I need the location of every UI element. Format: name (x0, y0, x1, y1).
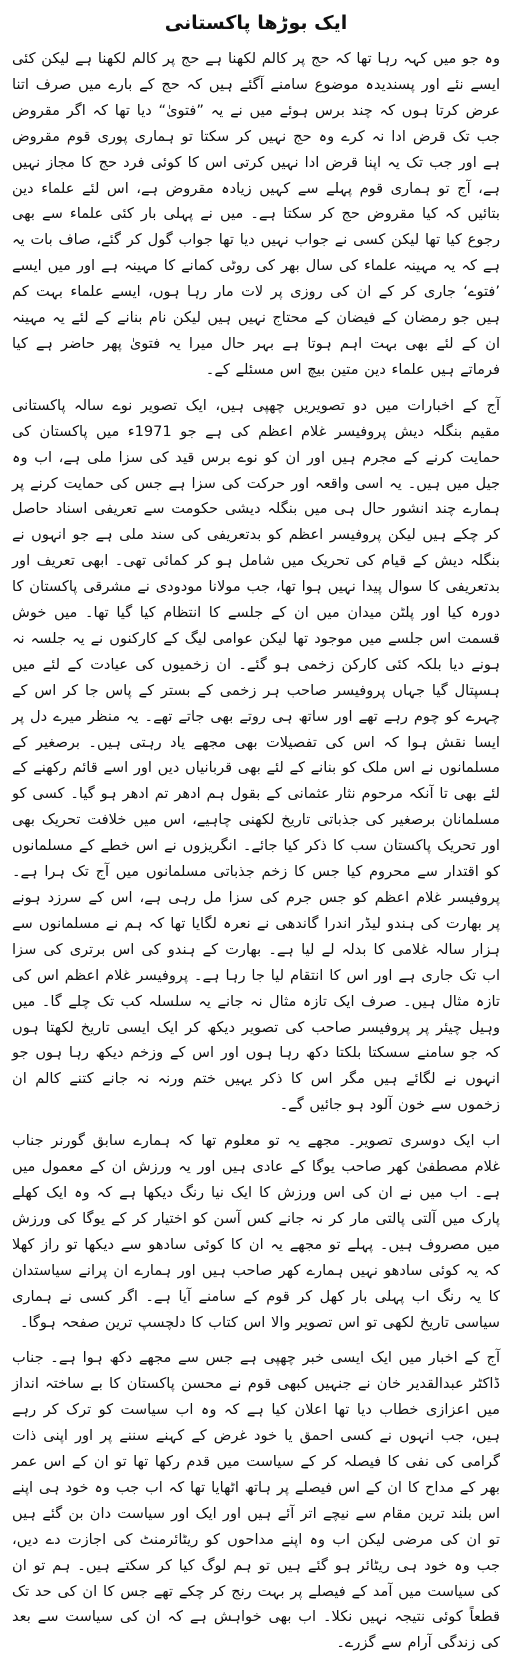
paragraph-hajj-fatwa: وہ جو میں کہہ رہا تھا کہ حج پر کالم لکھنا ہے حج پر کالم لکھنا ہے لیکن کئی ایسے نئے اور پسندیدہ موضوع سامنے آگئے ہیں کہ حج کے بارے میں صرف اتنا عرض کرتا ہوں کہ چند برس ہوئے میں نے یہ ”فتویٰ“ دیا تھا کہ اگر مقروض جب تک قرض ادا نہ کرے وہ حج نہیں کر سکتا تو ہماری پوری قوم مقروض ہے اور جب تک یہ اپنا قرض ادا نہیں کرتی اس کا کوئی فرد حج کا مجاز نہیں ہے، آج تو ہماری قوم پہلے سے کہیں زیادہ مقروض ہے، اس لئے علماء دین بتائیں کہ کیا مقروض حج کر سکتا ہے۔ میں نے پہلی بار کئی علماء سے بھی رجوع کیا تھا لیکن کسی نے جواب نہیں دیا تھا جواب گول کر گئے، صاف بات یہ ہے کہ یہ مہینہ علماء کی سال بھر کی روٹی کمانے کا مہینہ ہے اور میں ایسے ’فتوے‘ جاری کر کے ان کی روزی پر لات مار رہا ہوں، ایسے علماء بہت کم ہیں جو رمضان کے فیضان کے محتاج نہیں ہیں لیکن نام بنانے کے لئے یہ مہینہ ان کے لئے بھی بہت اہم ہوتا ہے بہر حال میرا یہ فتویٰ پھر حاضر ہے کیا فرماتے ہیں علماء دین متین بیچ اس مسئلے کے۔ (12, 50, 500, 378)
paragraph-professor-ghulam-azam: آج کے اخبارات میں دو تصویریں چھپی ہیں، ایک تصویر نوے سالہ پاکستانی مقیم بنگلہ دیش پروفیسر غلام اعظم کی ہے جو 1971ء میں پاکستان کی حمایت کرنے کے مجرم ہیں اور ان کو نوے برس قید کی سزا ملی ہے، اب وہ جیل میں ہیں۔ یہ اسی واقعہ اور حرکت کی سزا ہے جس کی حمایت کرنے پر ہمارے چند انشور حال ہی میں بنگلہ دیشی حکومت سے تعریفی اسناد حاصل کر چکے ہیں لیکن پروفیسر اعظم کو بدتعریفی کی سند ملی ہے جو انہوں نے بنگلہ دیش کے قیام کی تحریک میں شامل ہو کر کمائی تھی۔ ابھی تعریف اور بدتعریفی کا سوال پیدا نہیں ہوا تھا، جب مولانا مودودی نے مشرقی پاکستان کا دورہ کیا اور پلٹن میدان میں ان کے جلسے کا انتظام کیا گیا تھا۔ میں خوش قسمت اس جلسے میں موجود تھا لیکن عوامی لیگ کے کارکنوں نے یہ جلسہ نہ ہونے دیا بلکہ کئی کارکن زخمی ہو گئے۔ ان زخمیوں کی عیادت کے لئے میں ہسپتال گیا جہاں پروفیسر صاحب ہر زخمی کے بستر کے پاس جا کر اس کے چہرے کو چوم رہے تھے اور ساتھ ہی روتے بھی جاتے تھے۔ یہ منظر میرے دل پر ایسا نقش ہوا کہ اس کی تفصیلات بھی مجھے یاد رہتی ہیں۔ برصغیر کے مسلمانوں نے اس ملک کو بنانے کے لئے بھی قربانیاں دیں اور اسے قائم رکھنے کے لئے بھی تا آنکہ مرحوم نثار عثمانی کے بقول ہم ادھر تم ادھر ہو گیا۔ کسی کو مسلمانان برصغیر کی جذباتی تاریخ لکھنی چاہیے، اس میں خلافت تحریک بھی اور تحریک پاکستان سب کا ذکر کیا جائے۔ انگریزوں نے اس خطے کے مسلمانوں کو اقتدار سے محروم کیا جس کا زخم جذباتی مسلمانوں میں آج تک ہرا ہے۔ پروفیسر غلام اعظم کو جس جرم کی سزا مل رہی ہے، اس کے سرزد ہونے پر بھارت کی ہندو لیڈر اندرا گاندھی نے نعرہ لگایا تھا کہ ہم نے مسلمانوں سے ہزار سالہ غلامی کا بدلہ لے لیا ہے۔ بھارت کے ہندو کی اس برتری کی سزا اب تک جاری ہے اور اس کا انتقام لیا جا رہا ہے۔ پروفیسر غلام اعظم اس کی تازہ مثال ہیں۔ صرف ایک تازہ مثال نہ جانے یہ سلسلہ کب تک چلے گا۔ میں وہیل چیئر پر پروفیسر صاحب کی تصویر دیکھ کر ایک ایسی تاریخ لکھتا ہوں کہ جو سامنے سسکتا بلکتا دکھ رہا ہوں اور اس کے وزخم دیکھ رہا ہوں جو انہوں نے لگائے ہیں مگر اس کا ذکر یہیں ختم ورنہ نہ جانے کتنے کالم ان زخموں سے خون آلود ہو جائیں گے۔ (12, 396, 500, 1114)
paragraph-dr-qadeer-khan: آج کے اخبار میں ایک ایسی خبر چھپی ہے جس سے مجھے دکھ ہوا ہے۔ جناب ڈاکٹر عبدالقدیر خان نے جنہیں کبھی قوم نے محسن پاکستان کا بے ساختہ انداز میں اعزازی خطاب دیا تھا اعلان کیا ہے کہ وہ اب سیاست کو ترک کر رہے ہیں، جب انہوں نے کسی احمق یا خود غرض کے کہنے سننے پر اور اپنی ذات گرامی کی نفی کا فیصلہ کر کے سیاست میں قدم رکھا تھا تو ان کے اس عمر بھر کے مداح کا ان کے اس فیصلے پر ہاتھ اٹھایا تھا کہ اب جب وہ خود ہی اپنے اس بلند ترین مقام سے نیچے اتر آئے ہیں اور ایک اور سیاست دان بن گئے ہیں تو ان کی مرضی لیکن اب وہ اپنے مداحوں کو ریٹائرمنٹ کی اجازت دے دیں، جب وہ خود ہی ریٹائر ہو گئے ہیں تو ہم لوگ کیا کر سکتے ہیں۔ ہم تو ان کی سیاست میں آمد کے فیصلے پر بہت رنج کر چکے تھے جس کا ان کی حد تک قطعاً کوئی نتیجہ نہیں نکلا۔ اب بھی خواہش ہے کہ ان کی سیاست سے بعد کی زندگی آرام سے گزرے۔ (12, 1349, 500, 1652)
paragraph-yoga-photo: اب ایک دوسری تصویر۔ مجھے یہ تو معلوم تھا کہ ہمارے سابق گورنر جناب غلام مصطفیٰ کھر صاحب یوگا کے عادی ہیں اور یہ ورزش ان کے معمول میں ہے۔ اب میں نے ان کی اس ورزش کا ایک نیا رنگ دیکھا ہے کہ وہ ایک کھلے پارک میں آلتی پالتی مار کر نہ جانے کس آسن کو اختیار کر کے یوگا کی ورزش میں مصروف ہیں۔ پہلے تو مجھے یہ ان کا کوئی سادھو سے دیکھا تو راز کھلا کہ یہ کوئی سادھو نہیں ہمارے کھر صاحب ہیں اور ہمارے ان پرانے سیاستدان کا یہ رنگ اب پہلی بار کھل کر قوم کے سامنے آیا ہے۔ اگر کسی نے ہماری سیاسی تاریخ لکھی تو اس تصویر والا اس کتاب کا دلچسپ ترین صفحہ ہوگا۔ (12, 1132, 500, 1331)
column-title: ایک بوڑھا پاکستانی (164, 12, 348, 34)
column-body (12, 46, 500, 1656)
